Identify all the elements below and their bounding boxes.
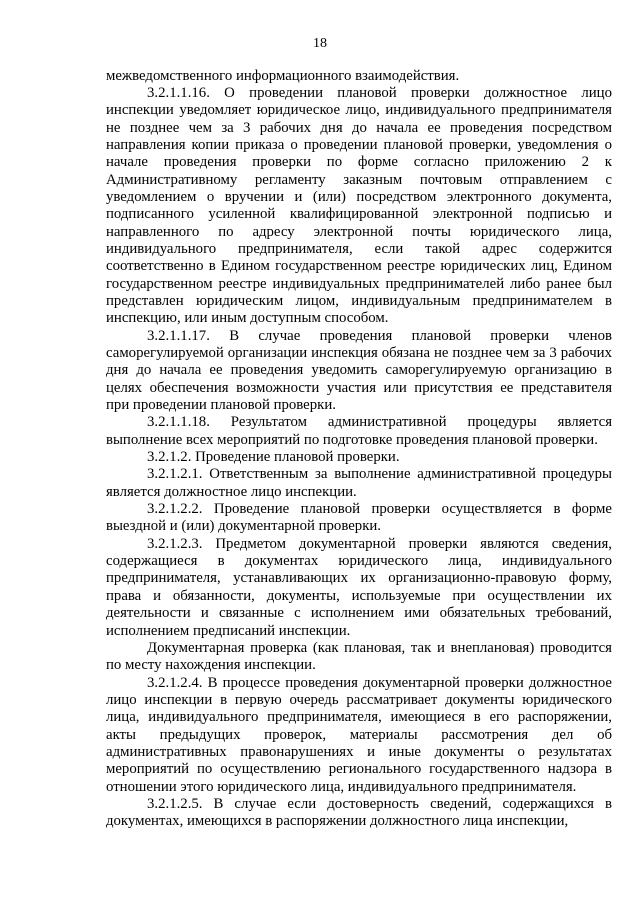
paragraph-3-2-1-1-18: 3.2.1.1.18. Результатом административной процедуры является выполнение всех мероприятий по подготовке проведения плановой проверки.	[106, 414, 612, 448]
paragraph-3-2-1-2-1: 3.2.1.2.1. Ответственным за выполнение административной процедуры является должностное лицо инспекции.	[106, 466, 612, 500]
paragraph-3-2-1-2-5: 3.2.1.2.5. В случае если достоверность сведений, содержащихся в документах, имеющихся в распоряжении должностного лица инспекции,	[106, 795, 612, 830]
paragraph-3-2-1-2-2: 3.2.1.2.2. Проведение плановой проверки осуществляется в форме выездной и (или) документарной проверки.	[106, 501, 612, 535]
paragraph-continuation: межведомственного информационного взаимодействия.	[106, 67, 460, 84]
paragraph-documentary-check-place: Документарная проверка (как плановая, так и внеплановая) проводится по месту нахождения инспекции.	[106, 639, 612, 674]
paragraph-3-2-1-2-4: 3.2.1.2.4. В процессе проведения документарной проверки должностное лицо инспекции в первую очередь рассматривает документы юридического лица, индивидуального предпринимателя, имеющиеся в его распоряжении, акты предыдущих проверок, материалы рассмотрения дел об административных правонарушениях и иные документы о результатах мероприятий по осуществлению регионального государственного надзора в отношении этого юридического лица, индивидуального предпринимателя.	[106, 674, 612, 795]
paragraph-3-2-1-2: 3.2.1.2. Проведение плановой проверки.	[147, 449, 400, 466]
paragraph-3-2-1-2-3: 3.2.1.2.3. Предметом документарной проверки являются сведения, содержащиеся в документах юридического лица, индивидуального предпринимателя, устанавливающих их организационно-правовую форму, права и обязанности, документы, используемые при осуществлении их деятельности и связанные с исполнением ими обязательных требований, исполнением предписаний инспекции.	[106, 535, 612, 639]
page-number: 18	[313, 36, 327, 51]
document-body	[106, 68, 612, 831]
paragraph-3-2-1-1-17: 3.2.1.1.17. В случае проведения плановой проверки членов саморегулируемой организации инспекция обязана не позднее чем за 3 рабочих дня до начала ее проведения уведомить саморегулируемую организацию в целях обеспечения возможности участия или присутствия ее представителя при проведении плановой проверки.	[106, 327, 612, 414]
paragraph-3-2-1-1-16: 3.2.1.1.16. О проведении плановой проверки должностное лицо инспекции уведомляет юридическое лицо, индивидуального предпринимателя не позднее чем за 3 рабочих дня до начала ее проведения посредством направления копии приказа о проведении плановой проверки, уведомления о начале проведения проверки по форме согласно приложению 2 к Административному регламенту заказным почтовым отправлением с уведомлением о вручении и (или) посредством электронного документа, подписанного усиленной квалифицированной электронной подписью и направленного по адресу электронной почты юридического лица, индивидуального предпринимателя, если такой адрес содержится соответственно в Едином государственном реестре юридических лиц, Едином государственном реестре индивидуальных предпринимателей либо ранее был представлен юридическим лицом, индивидуальным предпринимателем в инспекцию, или иным доступным способом.	[106, 84, 612, 327]
